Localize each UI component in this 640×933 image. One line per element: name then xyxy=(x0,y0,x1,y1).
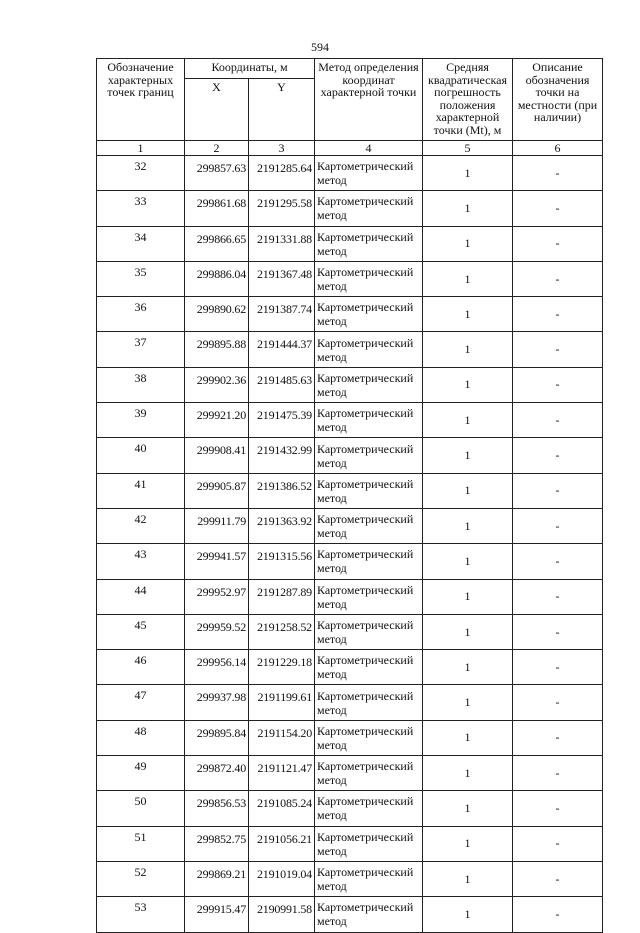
description-cell: - xyxy=(513,367,603,402)
x-coordinate: 299872.40 xyxy=(185,756,249,791)
x-coordinate: 299941.57 xyxy=(185,544,249,579)
x-coordinate: 299856.53 xyxy=(185,791,249,826)
header-description: Описание обозначения точки на местности (при наличии) xyxy=(513,59,603,141)
page-number: 594 xyxy=(311,40,329,54)
table-row xyxy=(97,756,603,791)
method-cell: Картометрический метод xyxy=(315,367,423,402)
point-number: 47 xyxy=(97,685,185,720)
point-number: 37 xyxy=(97,332,185,367)
description-cell: - xyxy=(513,544,603,579)
column-number: 4 xyxy=(315,141,423,156)
y-coordinate: 2191154.20 xyxy=(249,720,315,755)
accuracy-cell: 1 xyxy=(423,861,513,896)
table-row xyxy=(97,897,603,932)
method-cell: Картометрический метод xyxy=(315,579,423,614)
coordinates-table xyxy=(96,58,603,933)
x-coordinate: 299908.41 xyxy=(185,438,249,473)
y-coordinate: 2191019.04 xyxy=(249,861,315,896)
description-cell: - xyxy=(513,156,603,191)
x-coordinate: 299911.79 xyxy=(185,508,249,543)
method-cell: Картометрический метод xyxy=(315,826,423,861)
y-coordinate: 2191285.64 xyxy=(249,156,315,191)
table-row xyxy=(97,685,603,720)
method-cell: Картометрический метод xyxy=(315,720,423,755)
y-coordinate: 2190991.58 xyxy=(249,897,315,932)
y-coordinate: 2191056.21 xyxy=(249,826,315,861)
method-cell: Картометрический метод xyxy=(315,685,423,720)
x-coordinate: 299866.65 xyxy=(185,226,249,261)
x-coordinate: 299952.97 xyxy=(185,579,249,614)
header-coordinates: Координаты, м xyxy=(185,59,315,79)
accuracy-cell: 1 xyxy=(423,650,513,685)
description-cell: - xyxy=(513,191,603,226)
method-cell: Картометрический метод xyxy=(315,261,423,296)
table-row xyxy=(97,826,603,861)
x-coordinate: 299861.68 xyxy=(185,191,249,226)
y-coordinate: 2191485.63 xyxy=(249,367,315,402)
table-row xyxy=(97,332,603,367)
method-cell: Картометрический метод xyxy=(315,156,423,191)
description-cell: - xyxy=(513,650,603,685)
header-y: Y xyxy=(249,79,315,141)
method-cell: Картометрический метод xyxy=(315,791,423,826)
point-number: 40 xyxy=(97,438,185,473)
description-cell: - xyxy=(513,756,603,791)
accuracy-cell: 1 xyxy=(423,403,513,438)
method-cell: Картометрический метод xyxy=(315,544,423,579)
x-coordinate: 299890.62 xyxy=(185,297,249,332)
method-cell: Картометрический метод xyxy=(315,438,423,473)
table-row xyxy=(97,297,603,332)
point-number: 33 xyxy=(97,191,185,226)
description-cell: - xyxy=(513,720,603,755)
y-coordinate: 2191432.99 xyxy=(249,438,315,473)
description-cell: - xyxy=(513,261,603,296)
method-cell: Картометрический метод xyxy=(315,650,423,685)
description-cell: - xyxy=(513,826,603,861)
table-row xyxy=(97,403,603,438)
y-coordinate: 2191229.18 xyxy=(249,650,315,685)
point-number: 51 xyxy=(97,826,185,861)
point-number: 46 xyxy=(97,650,185,685)
x-coordinate: 299905.87 xyxy=(185,473,249,508)
point-number: 42 xyxy=(97,508,185,543)
y-coordinate: 2191258.52 xyxy=(249,614,315,649)
y-coordinate: 2191315.56 xyxy=(249,544,315,579)
description-cell: - xyxy=(513,685,603,720)
table-row xyxy=(97,791,603,826)
y-coordinate: 2191295.58 xyxy=(249,191,315,226)
point-number: 45 xyxy=(97,614,185,649)
x-coordinate: 299956.14 xyxy=(185,650,249,685)
y-coordinate: 2191121.47 xyxy=(249,756,315,791)
method-cell: Картометрический метод xyxy=(315,614,423,649)
table-row xyxy=(97,156,603,191)
header-accuracy: Средняя квадратическая погрешность положения характерной точки (Mt), м xyxy=(423,59,513,141)
accuracy-cell: 1 xyxy=(423,756,513,791)
description-cell: - xyxy=(513,403,603,438)
column-number: 3 xyxy=(249,141,315,156)
point-number: 36 xyxy=(97,297,185,332)
accuracy-cell: 1 xyxy=(423,367,513,402)
accuracy-cell: 1 xyxy=(423,897,513,932)
point-number: 53 xyxy=(97,897,185,932)
accuracy-cell: 1 xyxy=(423,544,513,579)
column-number: 6 xyxy=(513,141,603,156)
x-coordinate: 299852.75 xyxy=(185,826,249,861)
y-coordinate: 2191367.48 xyxy=(249,261,315,296)
description-cell: - xyxy=(513,897,603,932)
description-cell: - xyxy=(513,473,603,508)
accuracy-cell: 1 xyxy=(423,261,513,296)
x-coordinate: 299857.63 xyxy=(185,156,249,191)
table-body xyxy=(97,156,603,933)
table-row xyxy=(97,861,603,896)
y-coordinate: 2191386.52 xyxy=(249,473,315,508)
accuracy-cell: 1 xyxy=(423,473,513,508)
table-row xyxy=(97,473,603,508)
x-coordinate: 299895.88 xyxy=(185,332,249,367)
point-number: 34 xyxy=(97,226,185,261)
accuracy-cell: 1 xyxy=(423,332,513,367)
accuracy-cell: 1 xyxy=(423,191,513,226)
y-coordinate: 2191331.88 xyxy=(249,226,315,261)
column-number-row xyxy=(97,141,603,156)
point-number: 38 xyxy=(97,367,185,402)
method-cell: Картометрический метод xyxy=(315,473,423,508)
table-row xyxy=(97,720,603,755)
table-row xyxy=(97,367,603,402)
accuracy-cell: 1 xyxy=(423,614,513,649)
method-cell: Картометрический метод xyxy=(315,332,423,367)
point-number: 48 xyxy=(97,720,185,755)
accuracy-cell: 1 xyxy=(423,579,513,614)
method-cell: Картометрический метод xyxy=(315,861,423,896)
accuracy-cell: 1 xyxy=(423,826,513,861)
accuracy-cell: 1 xyxy=(423,720,513,755)
accuracy-cell: 1 xyxy=(423,685,513,720)
table-row xyxy=(97,226,603,261)
y-coordinate: 2191199.61 xyxy=(249,685,315,720)
x-coordinate: 299937.98 xyxy=(185,685,249,720)
x-coordinate: 299921.20 xyxy=(185,403,249,438)
description-cell: - xyxy=(513,297,603,332)
description-cell: - xyxy=(513,579,603,614)
table-row xyxy=(97,544,603,579)
accuracy-cell: 1 xyxy=(423,297,513,332)
description-cell: - xyxy=(513,332,603,367)
table-row xyxy=(97,261,603,296)
description-cell: - xyxy=(513,438,603,473)
accuracy-cell: 1 xyxy=(423,226,513,261)
y-coordinate: 2191363.92 xyxy=(249,508,315,543)
method-cell: Картометрический метод xyxy=(315,226,423,261)
method-cell: Картометрический метод xyxy=(315,403,423,438)
y-coordinate: 2191387.74 xyxy=(249,297,315,332)
x-coordinate: 299869.21 xyxy=(185,861,249,896)
table-row xyxy=(97,438,603,473)
description-cell: - xyxy=(513,791,603,826)
method-cell: Картометрический метод xyxy=(315,297,423,332)
table-row xyxy=(97,614,603,649)
point-number: 41 xyxy=(97,473,185,508)
y-coordinate: 2191085.24 xyxy=(249,791,315,826)
description-cell: - xyxy=(513,861,603,896)
accuracy-cell: 1 xyxy=(423,791,513,826)
description-cell: - xyxy=(513,508,603,543)
y-coordinate: 2191287.89 xyxy=(249,579,315,614)
point-number: 39 xyxy=(97,403,185,438)
header-point: Обозначение характерных точек границ xyxy=(97,59,185,141)
header-method: Метод определения координат характерной точки xyxy=(315,59,423,141)
column-number: 1 xyxy=(97,141,185,156)
y-coordinate: 2191444.37 xyxy=(249,332,315,367)
method-cell: Картометрический метод xyxy=(315,756,423,791)
x-coordinate: 299895.84 xyxy=(185,720,249,755)
y-coordinate: 2191475.39 xyxy=(249,403,315,438)
column-number: 5 xyxy=(423,141,513,156)
point-number: 49 xyxy=(97,756,185,791)
method-cell: Картометрический метод xyxy=(315,508,423,543)
accuracy-cell: 1 xyxy=(423,156,513,191)
point-number: 50 xyxy=(97,791,185,826)
column-number: 2 xyxy=(185,141,249,156)
point-number: 44 xyxy=(97,579,185,614)
table-row xyxy=(97,191,603,226)
point-number: 32 xyxy=(97,156,185,191)
point-number: 52 xyxy=(97,861,185,896)
accuracy-cell: 1 xyxy=(423,508,513,543)
header-x: X xyxy=(185,79,249,141)
description-cell: - xyxy=(513,614,603,649)
x-coordinate: 299959.52 xyxy=(185,614,249,649)
table-row xyxy=(97,650,603,685)
method-cell: Картометрический метод xyxy=(315,191,423,226)
x-coordinate: 299902.36 xyxy=(185,367,249,402)
table-row xyxy=(97,508,603,543)
accuracy-cell: 1 xyxy=(423,438,513,473)
point-number: 35 xyxy=(97,261,185,296)
method-cell: Картометрический метод xyxy=(315,897,423,932)
x-coordinate: 299915.47 xyxy=(185,897,249,932)
description-cell: - xyxy=(513,226,603,261)
point-number: 43 xyxy=(97,544,185,579)
x-coordinate: 299886.04 xyxy=(185,261,249,296)
table-row xyxy=(97,579,603,614)
